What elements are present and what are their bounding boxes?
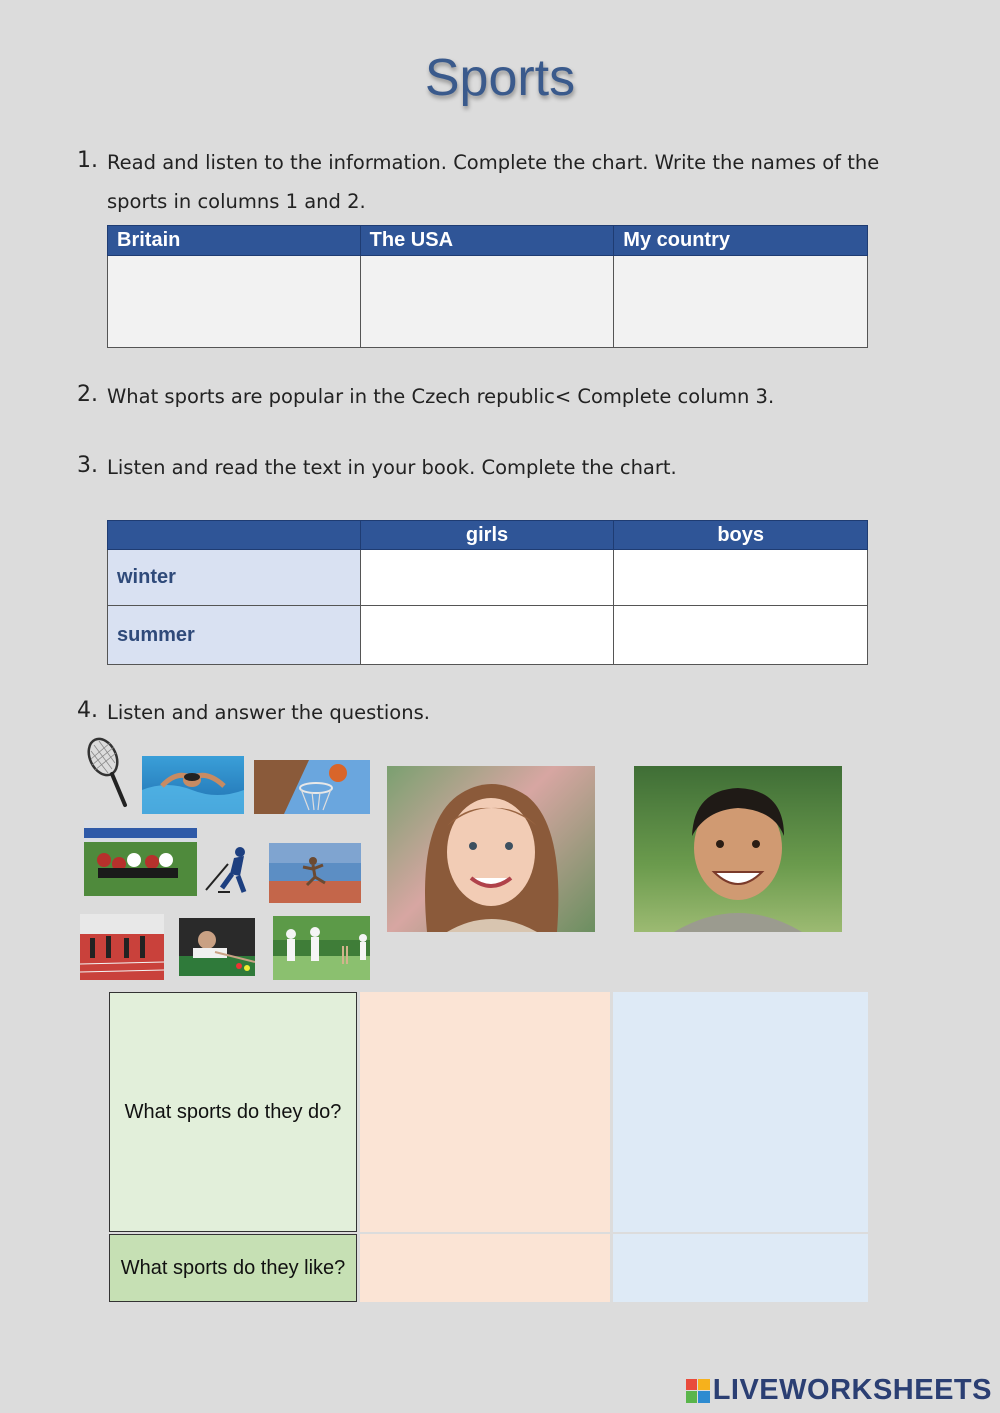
hockey-player-image: [200, 844, 256, 902]
cricket-image: [273, 916, 370, 980]
winter-boys-cell[interactable]: [614, 550, 868, 606]
athletics-image: [269, 843, 361, 903]
usa-answer-cell[interactable]: [360, 256, 614, 348]
question-2-number: 2.: [77, 382, 98, 407]
sports-country-table: [107, 225, 868, 348]
basketball-image: [254, 760, 370, 814]
boy-do-answer-box[interactable]: [613, 992, 868, 1232]
question-do-label: [109, 992, 357, 1232]
tennis-racket-image: [86, 737, 130, 809]
swimming-image: [142, 756, 244, 814]
question-4-number: 4.: [77, 698, 98, 723]
question-1-text-line1: Read and listen to the information. Complete the chart. Write the names of the: [107, 151, 880, 174]
header-boys: boys: [614, 521, 868, 550]
question-2-text: What sports are popular in the Czech republic< Complete column 3.: [107, 385, 775, 408]
header-britain: Britain: [108, 226, 361, 256]
girl-photo: [387, 766, 595, 932]
header-usa: The USA: [360, 226, 614, 256]
liveworksheets-logo: [686, 1374, 992, 1407]
girls-boys-table: [107, 520, 868, 665]
girl-do-answer-box[interactable]: [360, 992, 610, 1232]
header-girls: girls: [360, 521, 614, 550]
question-1-text-line2: sports in columns 1 and 2.: [107, 190, 366, 213]
girl-like-answer-box[interactable]: [360, 1234, 610, 1302]
row-label-winter: winter: [108, 550, 361, 606]
header-empty: [108, 521, 361, 550]
summer-boys-cell[interactable]: [614, 606, 868, 665]
my-country-answer-cell[interactable]: [614, 256, 868, 348]
question-1-number: 1.: [77, 148, 98, 173]
page-title: Sports: [424, 49, 576, 107]
liveworksheets-logo-icon: [686, 1379, 710, 1403]
row-label-summer: summer: [108, 606, 361, 665]
summer-girls-cell[interactable]: [360, 606, 614, 665]
snooker-image: [179, 918, 255, 976]
question-3-number: 3.: [77, 453, 98, 478]
britain-answer-cell[interactable]: [108, 256, 361, 348]
boy-like-answer-box[interactable]: [613, 1234, 868, 1302]
winter-girls-cell[interactable]: [360, 550, 614, 606]
question-4-text: Listen and answer the questions.: [107, 701, 430, 724]
boy-photo: [634, 766, 842, 932]
rugby-image: [84, 820, 197, 896]
header-my-country: My country: [614, 226, 868, 256]
liveworksheets-logo-text: LIVEWORKSHEETS: [712, 1374, 992, 1406]
question-3-text: Listen and read the text in your book. Complete the chart.: [107, 456, 677, 479]
running-race-image: [80, 914, 164, 980]
question-like-text: What sports do they like?: [120, 1256, 346, 1279]
question-do-text: What sports do they do?: [124, 1100, 342, 1123]
question-like-label: [109, 1234, 357, 1302]
